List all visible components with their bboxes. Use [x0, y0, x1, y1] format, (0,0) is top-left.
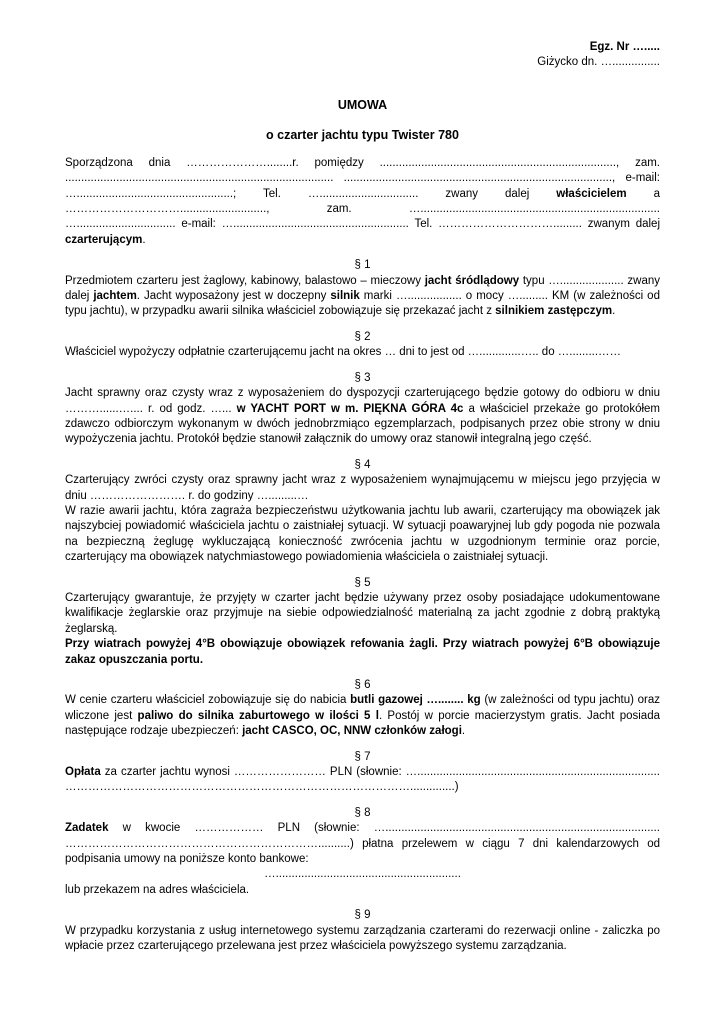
text-run: W przypadku korzystania z usług internetowego systemu zarządzania czarterami do rezerwacji online - zaliczka po wpłacie przez czarterującego przelewana jest przez właściciela powyższego systemu zarządzania. — [65, 924, 660, 953]
document-subtitle: o czarter jachtu typu Twister 780 — [266, 127, 459, 142]
text-run: Sporządzona dnia …………………........r. pomiędzy .........................................................................., zam. .................................................................................... ...................................................................................., e-mail: ….................................................; Tel. …............................... zwany dalej — [65, 156, 660, 200]
emphasis-text: czarterującym — [65, 233, 143, 246]
contract-paragraph — [65, 924, 660, 955]
section-heading: § 4 — [354, 458, 371, 471]
place-date-label: Giżycko dn. …............... — [537, 56, 660, 69]
section-heading: § 1 — [354, 259, 371, 272]
text-run: typu ….................... zwany dalej — [65, 274, 660, 303]
text-run: a …………………………..........................., zam. …........................................................................... …............................... e-mail: …....................................................... Tel. …………………………......... zwanym dalej — [65, 187, 661, 231]
text-run: Przedmiotem czarteru jest żaglowy, kabinowy, balastowo – mieczowy — [65, 274, 425, 287]
text-run: W cenie czarteru właściciel zobowiązuje się do nabicia — [65, 694, 351, 707]
contract-paragraph — [65, 274, 660, 320]
contract-paragraph — [65, 156, 660, 248]
emphasis-text: butli gazowej …........ kg — [350, 694, 481, 707]
document-header — [65, 40, 660, 71]
emphasis-text: jachtem — [93, 290, 137, 303]
text-run: Właściciel wypożyczy odpłatnie czarterującemu jacht na okres … dni to jest od ….............….. do ….........…… — [65, 346, 622, 359]
section-heading: § 9 — [354, 909, 371, 922]
emphasis-text: jacht śródlądowy — [424, 274, 520, 287]
emphasis-text: paliwo do silnika zaburtowego w ilości 5 l — [137, 709, 379, 722]
text-run: . Postój w porcie macierzystym gratis. Jacht posiada następujące rodzaje ubezpieczeń: — [65, 709, 660, 738]
text-run: . — [612, 305, 616, 318]
text-run: lub przekazem na adres właściciela. — [65, 883, 250, 896]
text-run: (w zależności od typu jachtu) oraz wliczone jest — [65, 694, 660, 722]
contract-paragraph — [65, 473, 660, 504]
emphasis-text: silnik — [330, 290, 360, 303]
section-heading: § 8 — [354, 806, 371, 819]
text-run: Jacht sprawny oraz czysty wraz z wyposażeniem do dyspozycji czarterującego będzie gotowy do odbioru w dniu ………......….... r. od godz. …... — [65, 387, 660, 415]
text-run: ….......................................................... — [264, 868, 461, 881]
text-run: . — [142, 233, 146, 246]
section-heading: § 6 — [354, 679, 371, 691]
contract-paragraph — [65, 345, 660, 360]
contract-paragraph — [65, 693, 660, 739]
text-run: za czarter jachtu wynosi …………………… PLN (słownie: …............................................................................ ………………………………………………………………………………..............) — [65, 766, 660, 794]
text-run: Czarterujący gwarantuje, że przyjęty w czarter jacht będzie używany przez osoby posiadające udokumentowane kwalifikacje żeglarskie oraz przyjmuje na siebie odpowiedzialność materialną za jacht zgodnie z dobrą praktyką żeglarską. — [65, 591, 660, 635]
text-run: a właściciel przekaże go protokółem zdawczo odbiorczym wykonanym w dwóch jednobrzmiąco egzemplarzach, podpisanych przez obie strony w dniu wypożyczenia jachtu. Protokół będzie stanowił załącznik do umowy oraz stanowił integralną jego część. — [65, 402, 661, 446]
text-run: w kwocie ……………… PLN (słownie: …...................................................................................... …………………………………………………………..........) płatna przelewem w ciągu 7 dni kalendarzowych od podpisania umowy na poniższe konto bankowe: — [65, 822, 660, 866]
copy-number-label: Egz. Nr …..... — [589, 41, 660, 53]
emphasis-text: Opłata — [65, 766, 101, 779]
document-title: UMOWA — [337, 97, 388, 112]
emphasis-text: Zadatek — [65, 822, 109, 835]
bank-account-blank-line — [65, 867, 660, 882]
emphasis-text: silnikiem zastępczym — [495, 305, 613, 318]
emphasis-text: w YACHT PORT w m. PIĘKNA GÓRA 4c — [236, 402, 464, 415]
emphasis-text: Przy wiatrach powyżej 4°B obowiązuje obowiązek refowania żagli. Przy wiatrach powyżej 6°B obowiązuje zakaz opuszczania portu. — [65, 638, 660, 666]
contract-paragraph — [65, 883, 660, 898]
emphasis-text: jacht CASCO, OC, NNW członków załogi — [242, 725, 462, 738]
section-heading: § 2 — [354, 330, 371, 343]
text-run: W razie awarii jachtu, która zagraża bezpieczeństwu użytkowania jachtu lub awarii, czarterujący ma obowiązek jak najszybciej powiadomić właściciela jachtu o zaistniałej sytuacji. W sytuacji poawaryjnej lub gdy pogoda nie pozwala na bezpieczną żeglugę wykluczającą konieczność zwrócenia jachtu w uzgodnionym terminie oraz porcie, czarterujący ma obowiązek natychmiastowego powiadomienia właściciela o zaistniałej sytuacji. — [65, 504, 660, 564]
text-run: . — [461, 725, 466, 738]
contract-paragraph — [65, 386, 660, 448]
contract-paragraph — [65, 765, 660, 796]
contract-paragraph — [65, 821, 660, 867]
text-run: marki …................. o mocy …......... KM (w zależności od typu jachtu), w przypadku awarii silnika właściciel zobowiązuje się przekazać jacht z — [65, 290, 660, 318]
contract-paragraph — [65, 591, 660, 637]
text-run: Czarterujący zwróci czysty oraz sprawny jacht wraz z wyposażeniem wynajmującemu w miejscu jego przyjęcia w dniu ……………………. r. do godziny ….........… — [65, 474, 660, 502]
emphasis-text: właścicielem — [556, 187, 627, 200]
section-heading: § 7 — [354, 750, 371, 763]
contract-paragraph — [65, 637, 660, 668]
contract-paragraph — [65, 504, 660, 566]
text-run: . Jacht wyposażony jest w doczepny — [136, 290, 331, 303]
document-body — [65, 156, 660, 955]
section-heading: § 5 — [354, 576, 371, 589]
section-heading: § 3 — [354, 371, 371, 384]
